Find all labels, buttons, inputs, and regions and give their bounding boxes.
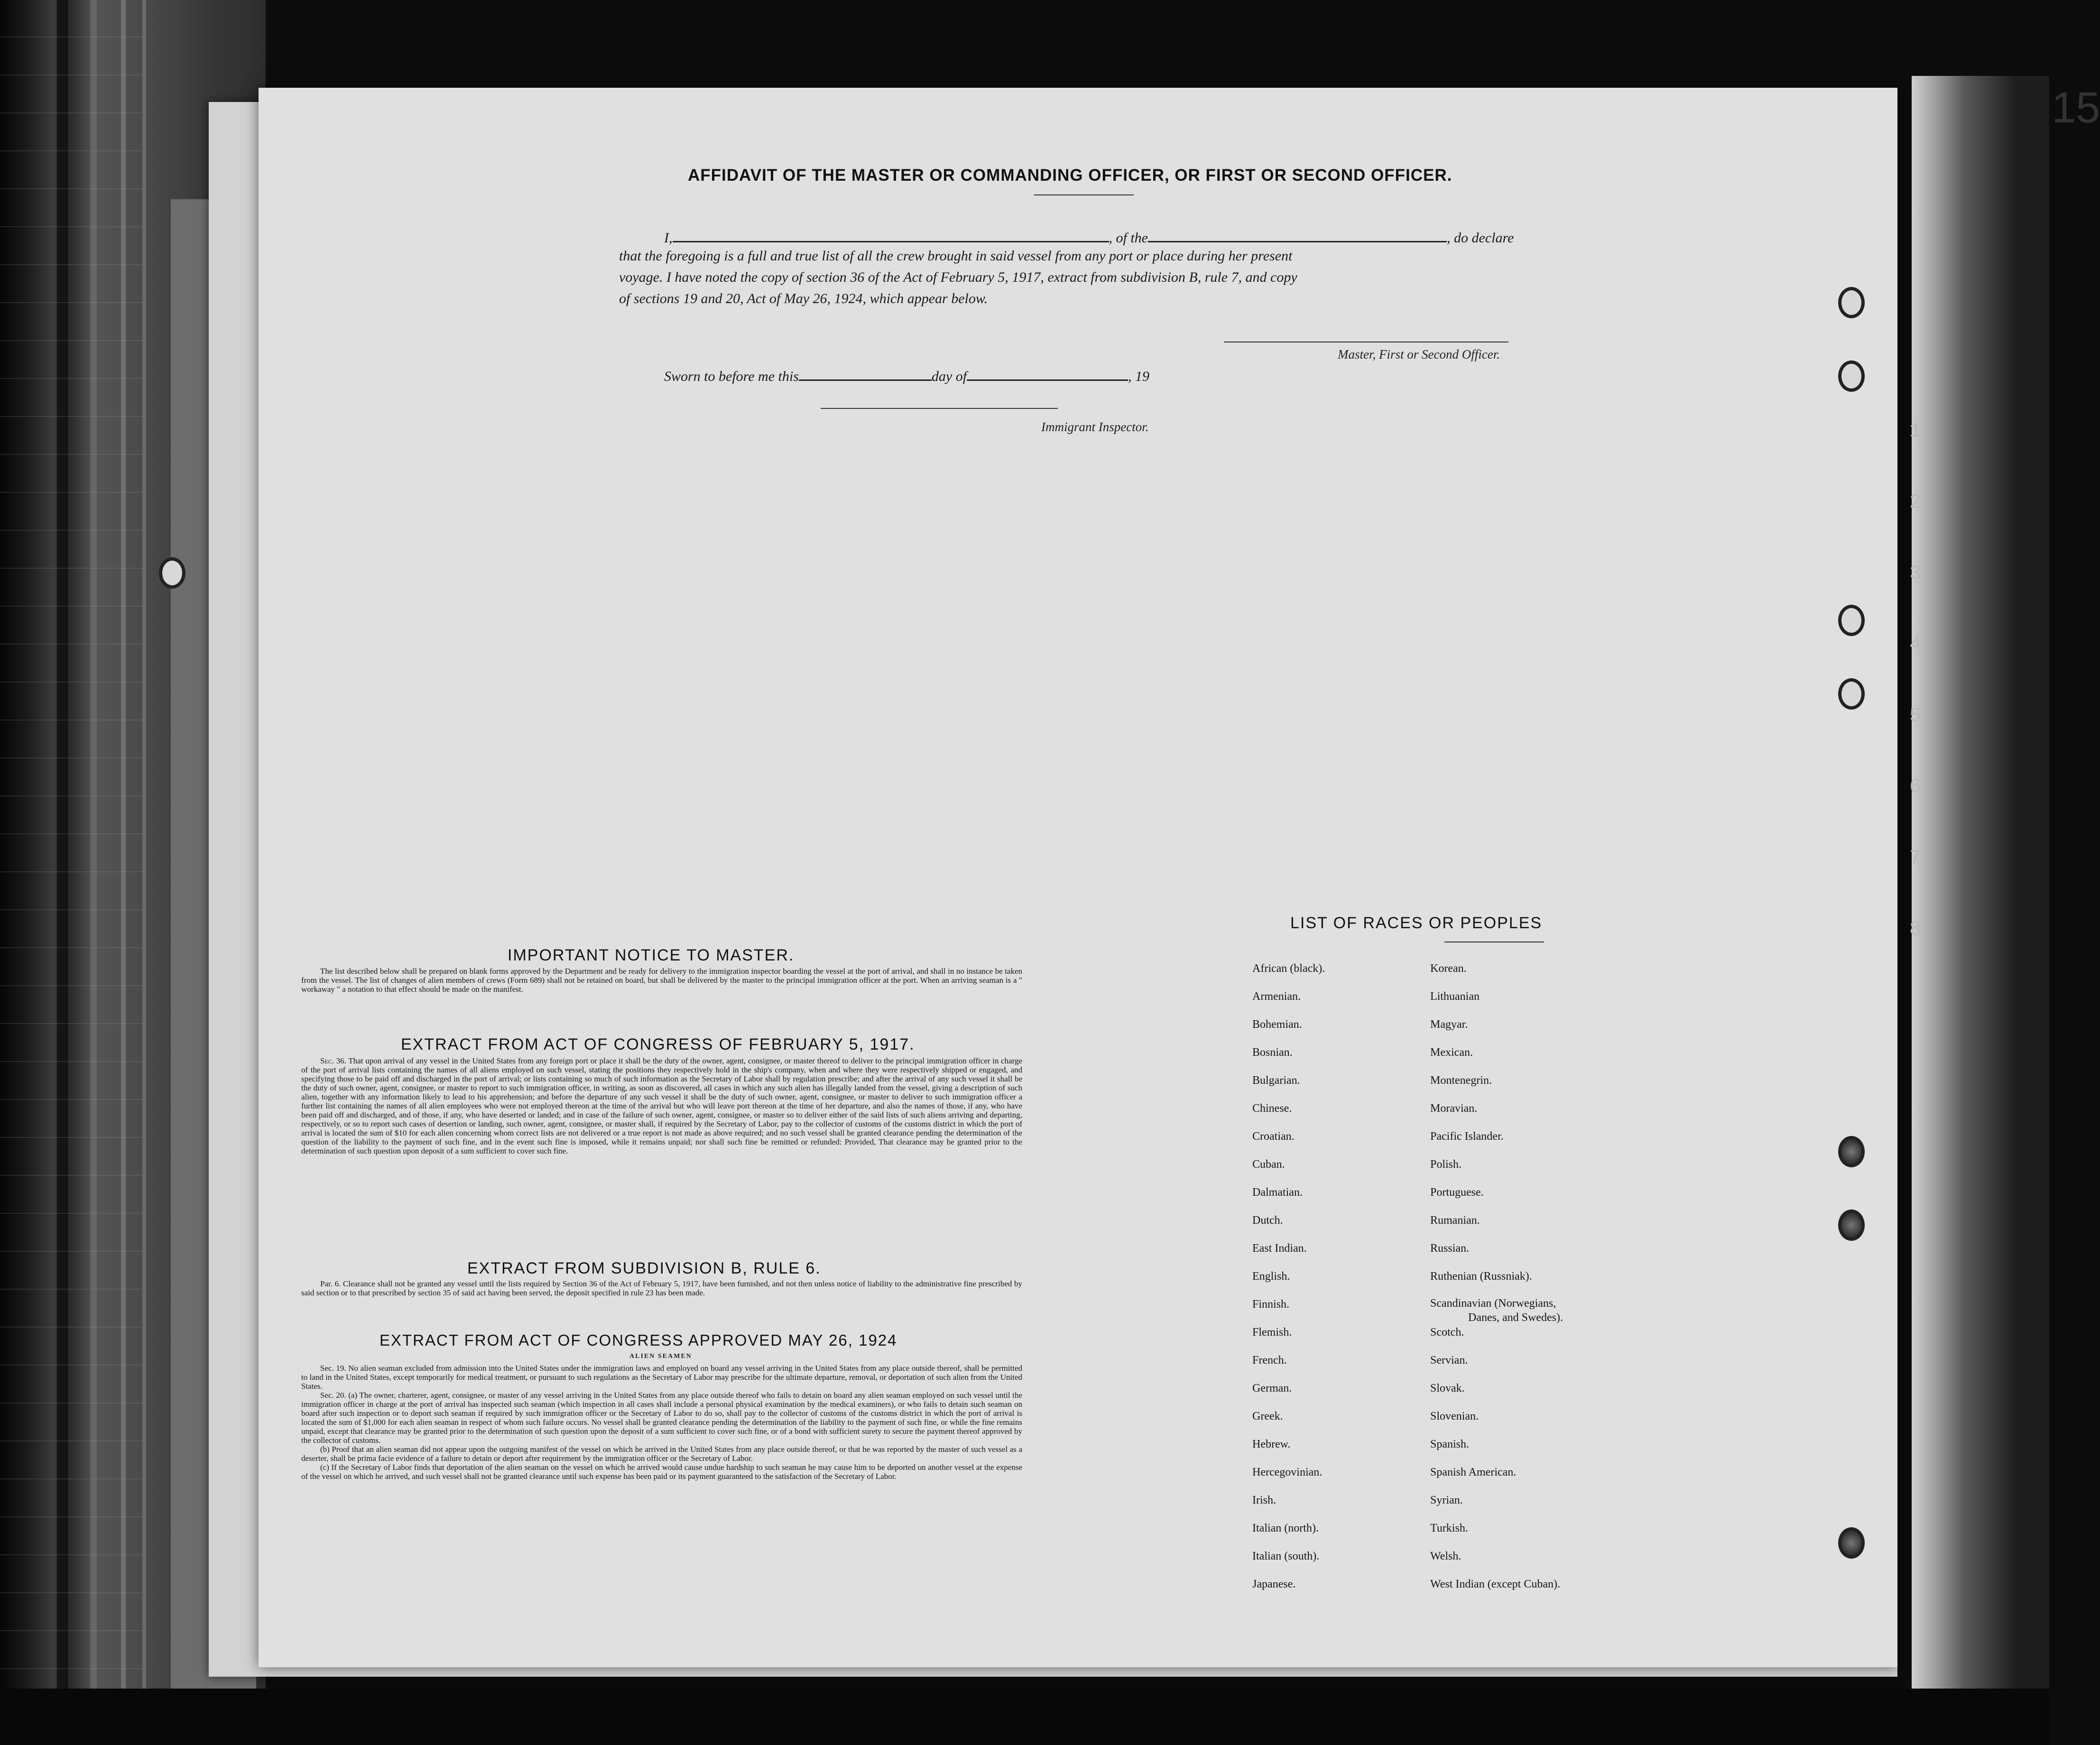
punch-hole: [159, 557, 185, 589]
race-item: Danes, and Swedes).: [1468, 1311, 1563, 1324]
affidavit-line-2: that the foregoing is a full and true list of all the crew brought in said vessel from any port or place during her present: [619, 248, 1293, 264]
race-item: West Indian (except Cuban).: [1430, 1578, 1560, 1590]
declaration-suffix: , do declare: [1447, 230, 1514, 246]
race-item: Syrian.: [1430, 1494, 1463, 1506]
extract-1924-title: EXTRACT FROM ACT OF CONGRESS APPROVED MAY 26, 1924: [379, 1331, 897, 1349]
document-page: [259, 83, 2100, 1667]
bleed-through-mark: 5: [1909, 704, 1922, 727]
race-item: Bulgarian.: [1252, 1074, 1300, 1087]
declaration-prefix: I,: [664, 230, 673, 246]
inspector-signature-line[interactable]: [821, 408, 1058, 409]
race-item: Irish.: [1252, 1494, 1276, 1506]
race-item: Russian.: [1430, 1242, 1470, 1255]
race-item: Bohemian.: [1252, 1018, 1302, 1031]
race-item: Mexican.: [1430, 1046, 1473, 1059]
affidavit-line-1: [664, 223, 1514, 246]
punch-hole: [1838, 287, 1865, 318]
section-19-paragraph: Sec. 19. No alien seaman excluded from admission into the United States under the immigration laws and employed on board any vessel arriving in the United States from any place outside thereof, shall be permitted to land in the United States, except temporarily for medical treatment, or pursuant to such regulations as the Secretary of Labor may prescribe for the ultimate departure, removal, or deportation of such alien from the United States.: [301, 1364, 1022, 1391]
race-item: Cuban.: [1252, 1158, 1285, 1171]
bottom-shadow: [0, 1689, 2049, 1745]
section-36-paragraph: [301, 1056, 1022, 1155]
races-right-column: [1430, 955, 1563, 1598]
race-item: Portuguese.: [1430, 1186, 1484, 1199]
notice-text: [301, 967, 1022, 994]
race-item: Hercegovinian.: [1252, 1466, 1323, 1478]
race-item: Hebrew.: [1252, 1438, 1291, 1450]
races-title: LIST OF RACES OR PEOPLES: [1290, 914, 1543, 932]
bleed-through-mark: 7: [1909, 847, 1922, 869]
race-item: French.: [1252, 1354, 1287, 1366]
race-item: Turkish.: [1430, 1522, 1468, 1534]
race-item: Lithuanian: [1430, 990, 1480, 1003]
race-item: Spanish American.: [1430, 1466, 1517, 1478]
race-item: Dutch.: [1252, 1214, 1283, 1227]
race-item: Bosnian.: [1252, 1046, 1293, 1059]
race-item: Dalmatian.: [1252, 1186, 1303, 1199]
sworn-mid: day of: [931, 369, 967, 384]
section-20b-paragraph: (b) Proof that an alien seaman did not appear upon the outgoing manifest of the vessel on which he arrived in the United States from any place outside thereof, or that he was reported by the master of such vessel as a deserter, shall be prima facie evidence of a failure to detain or deport after requirement by the immigration officer or the Secretary of Labor.: [301, 1445, 1022, 1463]
race-item: Korean.: [1430, 962, 1467, 975]
sworn-line: [664, 361, 1149, 385]
race-item: German.: [1252, 1382, 1292, 1394]
race-item: East Indian.: [1252, 1242, 1307, 1255]
rule6-paragraph: Par. 6. Clearance shall not be granted any vessel until the lists required by Section 36 of the Act of February 5, 1917, have been furnished, and not then unless notice of liability to the administrative fine prescribed by said section or to that prescribed by section 35 of said act having been served, the deposit specified in rule 23 has been made.: [301, 1279, 1022, 1297]
extract-rule6-text: [301, 1279, 1022, 1297]
race-item: Greek.: [1252, 1410, 1283, 1422]
notice-paragraph: The list described below shall be prepared on blank forms approved by the Department and be ready for delivery to the immigration inspector boarding the vessel at the port of arrival, and shall in no instance be taken from the vessel. The list of changes of alien members of crews (Form 689) shall not be retained on board, but shall be delivered by the master to the principal immigration officer at the port. When an arriving seaman is a " workaway " a notation to that effect should be made on the manifest.: [301, 967, 1022, 994]
race-item: Polish.: [1430, 1158, 1462, 1171]
affidavit-line-3: voyage. I have noted the copy of section 36 of the Act of February 5, 1917, extract from subdivision B, rule 7, and copy: [619, 269, 1297, 285]
section-36-text: That upon arrival of any vessel in the United States from any foreign port or place it shall be the duty of the owner, agent, consignee, or master thereof to deliver to the principal immigration officer in charge of the port of arrival lists containing the names of all aliens employed on such vessel, stating the positions they respectively hold in the ship's company, when and where they were respectively shipped or engaged, and specifying those to be paid off and discharged in the port of arrival; or lists containing so much of such information as the Secretary of Labor shall by regulation prescribe; and after the arrival of any such vessel it shall be the duty of such owner, agent, consignee, or master to report to such immigration officer, in writing, as soon as discovered, all cases in which any such alien has illegally landed from the vessel, giving a description of such alien, together with any information likely to lead to his apprehension; and before the departure of any such vessel it shall be the duty of such owner, agent, consignee, or master to deliver to such immigration officer a further list containing the names of all alien employees who were not employed thereon at the time of the arrival but who will leave port thereon at the time of her departure, and also the names of those, if any, who have been paid off and discharged, and of those, if any, who have deserted or landed; and in case of the failure of such owner, agent, consignee, or master so to deliver either of the said lists of such aliens arriving and departing, respectively, or so to report such cases of desertion or landing, such owner, agent, consignee, or master shall, if required by the Secretary of Labor, pay to the collector of customs of the customs district in which the port of arrival is located the sum of $10 for each alien concerning whom correct lists are not delivered or a true report is not made as above required; and no such vessel shall be granted clearance pending the determination of the question of the liability to the payment of such fine, and in the event such fine is imposed, while it remains unpaid; nor shall such fine be remitted or refunded: Provided, That clearance may be granted prior to the determination of such question upon deposit of a sum sufficient to cover such fine.: [301, 1056, 1022, 1155]
race-item: Scotch.: [1430, 1326, 1464, 1339]
signature-label: Master, First or Second Officer.: [1338, 347, 1500, 361]
notice-title: IMPORTANT NOTICE TO MASTER.: [508, 946, 795, 964]
punch-hole: [1838, 678, 1865, 710]
race-item: Pacific Islander.: [1430, 1130, 1504, 1143]
name-fill-line[interactable]: [673, 223, 1109, 242]
section-20a-paragraph: Sec. 20. (a) The owner, charterer, agent, consignee, or master of any vessel arriving in the United States from any place outside thereof who fails to detain on board any alien seaman employed on such vessel until the immigration officer in charge at the port of arrival has inspected such seaman (which inspection in all cases shall include a personal physical examination by the medical examiners), or who fails to detain such seaman on board after such inspection or to deport such seaman if required by such immigration officer or the Secretary of Labor to do so, shall pay to the collector of customs of the customs district in which the port of arrival is located the sum of $1,000 for each alien seaman in respect of whom such failure occurs. No vessel shall be granted clearance pending the determination of the liability to the payment of such fine, or while the fine remains unpaid, except that clearance may be granted prior to the determination of such question upon the deposit of a sum sufficient to cover such fine, or of a bond with sufficient surety to secure the payment thereof approved by the collector of customs.: [301, 1391, 1022, 1445]
month-fill-line[interactable]: [967, 361, 1128, 381]
punch-hole: [1838, 1136, 1865, 1167]
sworn-year: , 19: [1128, 369, 1150, 384]
punch-hole: [1838, 360, 1865, 392]
race-item: Slovak.: [1430, 1382, 1465, 1394]
section-36-label: Sec. 36.: [320, 1056, 346, 1065]
title-rule: [1034, 194, 1134, 195]
race-item: African (black).: [1252, 962, 1325, 975]
race-item: Slovenian.: [1430, 1410, 1479, 1422]
race-item: Montenegrin.: [1430, 1074, 1492, 1087]
race-item: Ruthenian (Russniak).: [1430, 1270, 1532, 1283]
affidavit-title: AFFIDAVIT OF THE MASTER OR COMMANDING OFFICER, OR FIRST OR SECOND OFFICER.: [688, 166, 1452, 185]
race-item: Croatian.: [1252, 1130, 1295, 1143]
day-fill-line[interactable]: [799, 361, 932, 381]
punch-hole: [1838, 605, 1865, 636]
extract-rule6-title: EXTRACT FROM SUBDIVISION B, RULE 6.: [467, 1259, 821, 1277]
bleed-through-mark: 8: [1909, 918, 1922, 941]
vessel-fill-line[interactable]: [1148, 223, 1447, 242]
punch-hole: [1838, 1209, 1865, 1241]
alien-seamen-subtitle: ALIEN SEAMEN: [629, 1353, 692, 1360]
bleed-through-mark: 1: [1909, 420, 1922, 443]
page-stack-edge: [1912, 76, 2049, 1698]
section-20c-paragraph: (c) If the Secretary of Labor finds that deportation of the alien seaman on the vessel on which he arrived would cause undue hardship to such seaman he may cause him to be deported on another vessel at the expense of the vessel on which he arrived, and such vessel shall not be granted clearance until such expense has been paid or its payment guaranteed to the satisfaction of the Secretary of Labor.: [301, 1463, 1022, 1481]
race-item: Servian.: [1430, 1354, 1468, 1366]
binder-stripe: [142, 0, 146, 1745]
race-item: Chinese.: [1252, 1102, 1292, 1115]
page-number-mark: 15: [2052, 83, 2100, 132]
affidavit-line-4: of sections 19 and 20, Act of May 26, 1924, which appear below.: [619, 291, 988, 306]
punch-hole: [1838, 1527, 1865, 1559]
bleed-through-mark: 4: [1909, 633, 1922, 656]
race-item: Scandinavian (Norwegians,: [1430, 1297, 1556, 1310]
race-item: Armenian.: [1252, 990, 1301, 1003]
inspector-label: Immigrant Inspector.: [1041, 420, 1149, 434]
declaration-mid: , of the: [1109, 230, 1148, 246]
bleed-through-mark: 3: [1909, 562, 1922, 585]
race-item: Rumanian.: [1430, 1214, 1480, 1227]
bleed-through-mark: 2: [1909, 491, 1922, 514]
races-left-column: [1252, 955, 1325, 1598]
race-item: Italian (north).: [1252, 1522, 1319, 1534]
race-item: Flemish.: [1252, 1326, 1292, 1339]
race-item: Spanish.: [1430, 1438, 1470, 1450]
race-item: Finnish.: [1252, 1298, 1290, 1311]
extract-1917-text: [301, 1056, 1022, 1155]
sworn-prefix: Sworn to before me this: [664, 369, 799, 384]
race-item: Magyar.: [1430, 1018, 1468, 1031]
bleed-through-mark: 6: [1909, 776, 1922, 798]
race-item: Moravian.: [1430, 1102, 1478, 1115]
extract-1924-text: [301, 1364, 1022, 1481]
race-item: English.: [1252, 1270, 1290, 1283]
race-item: Welsh.: [1430, 1550, 1462, 1562]
race-item: Japanese.: [1252, 1578, 1296, 1590]
extract-1917-title: EXTRACT FROM ACT OF CONGRESS OF FEBRUARY 5, 1917.: [401, 1035, 915, 1053]
ledger-grid-background: [0, 0, 142, 1745]
race-item: Italian (south).: [1252, 1550, 1320, 1562]
